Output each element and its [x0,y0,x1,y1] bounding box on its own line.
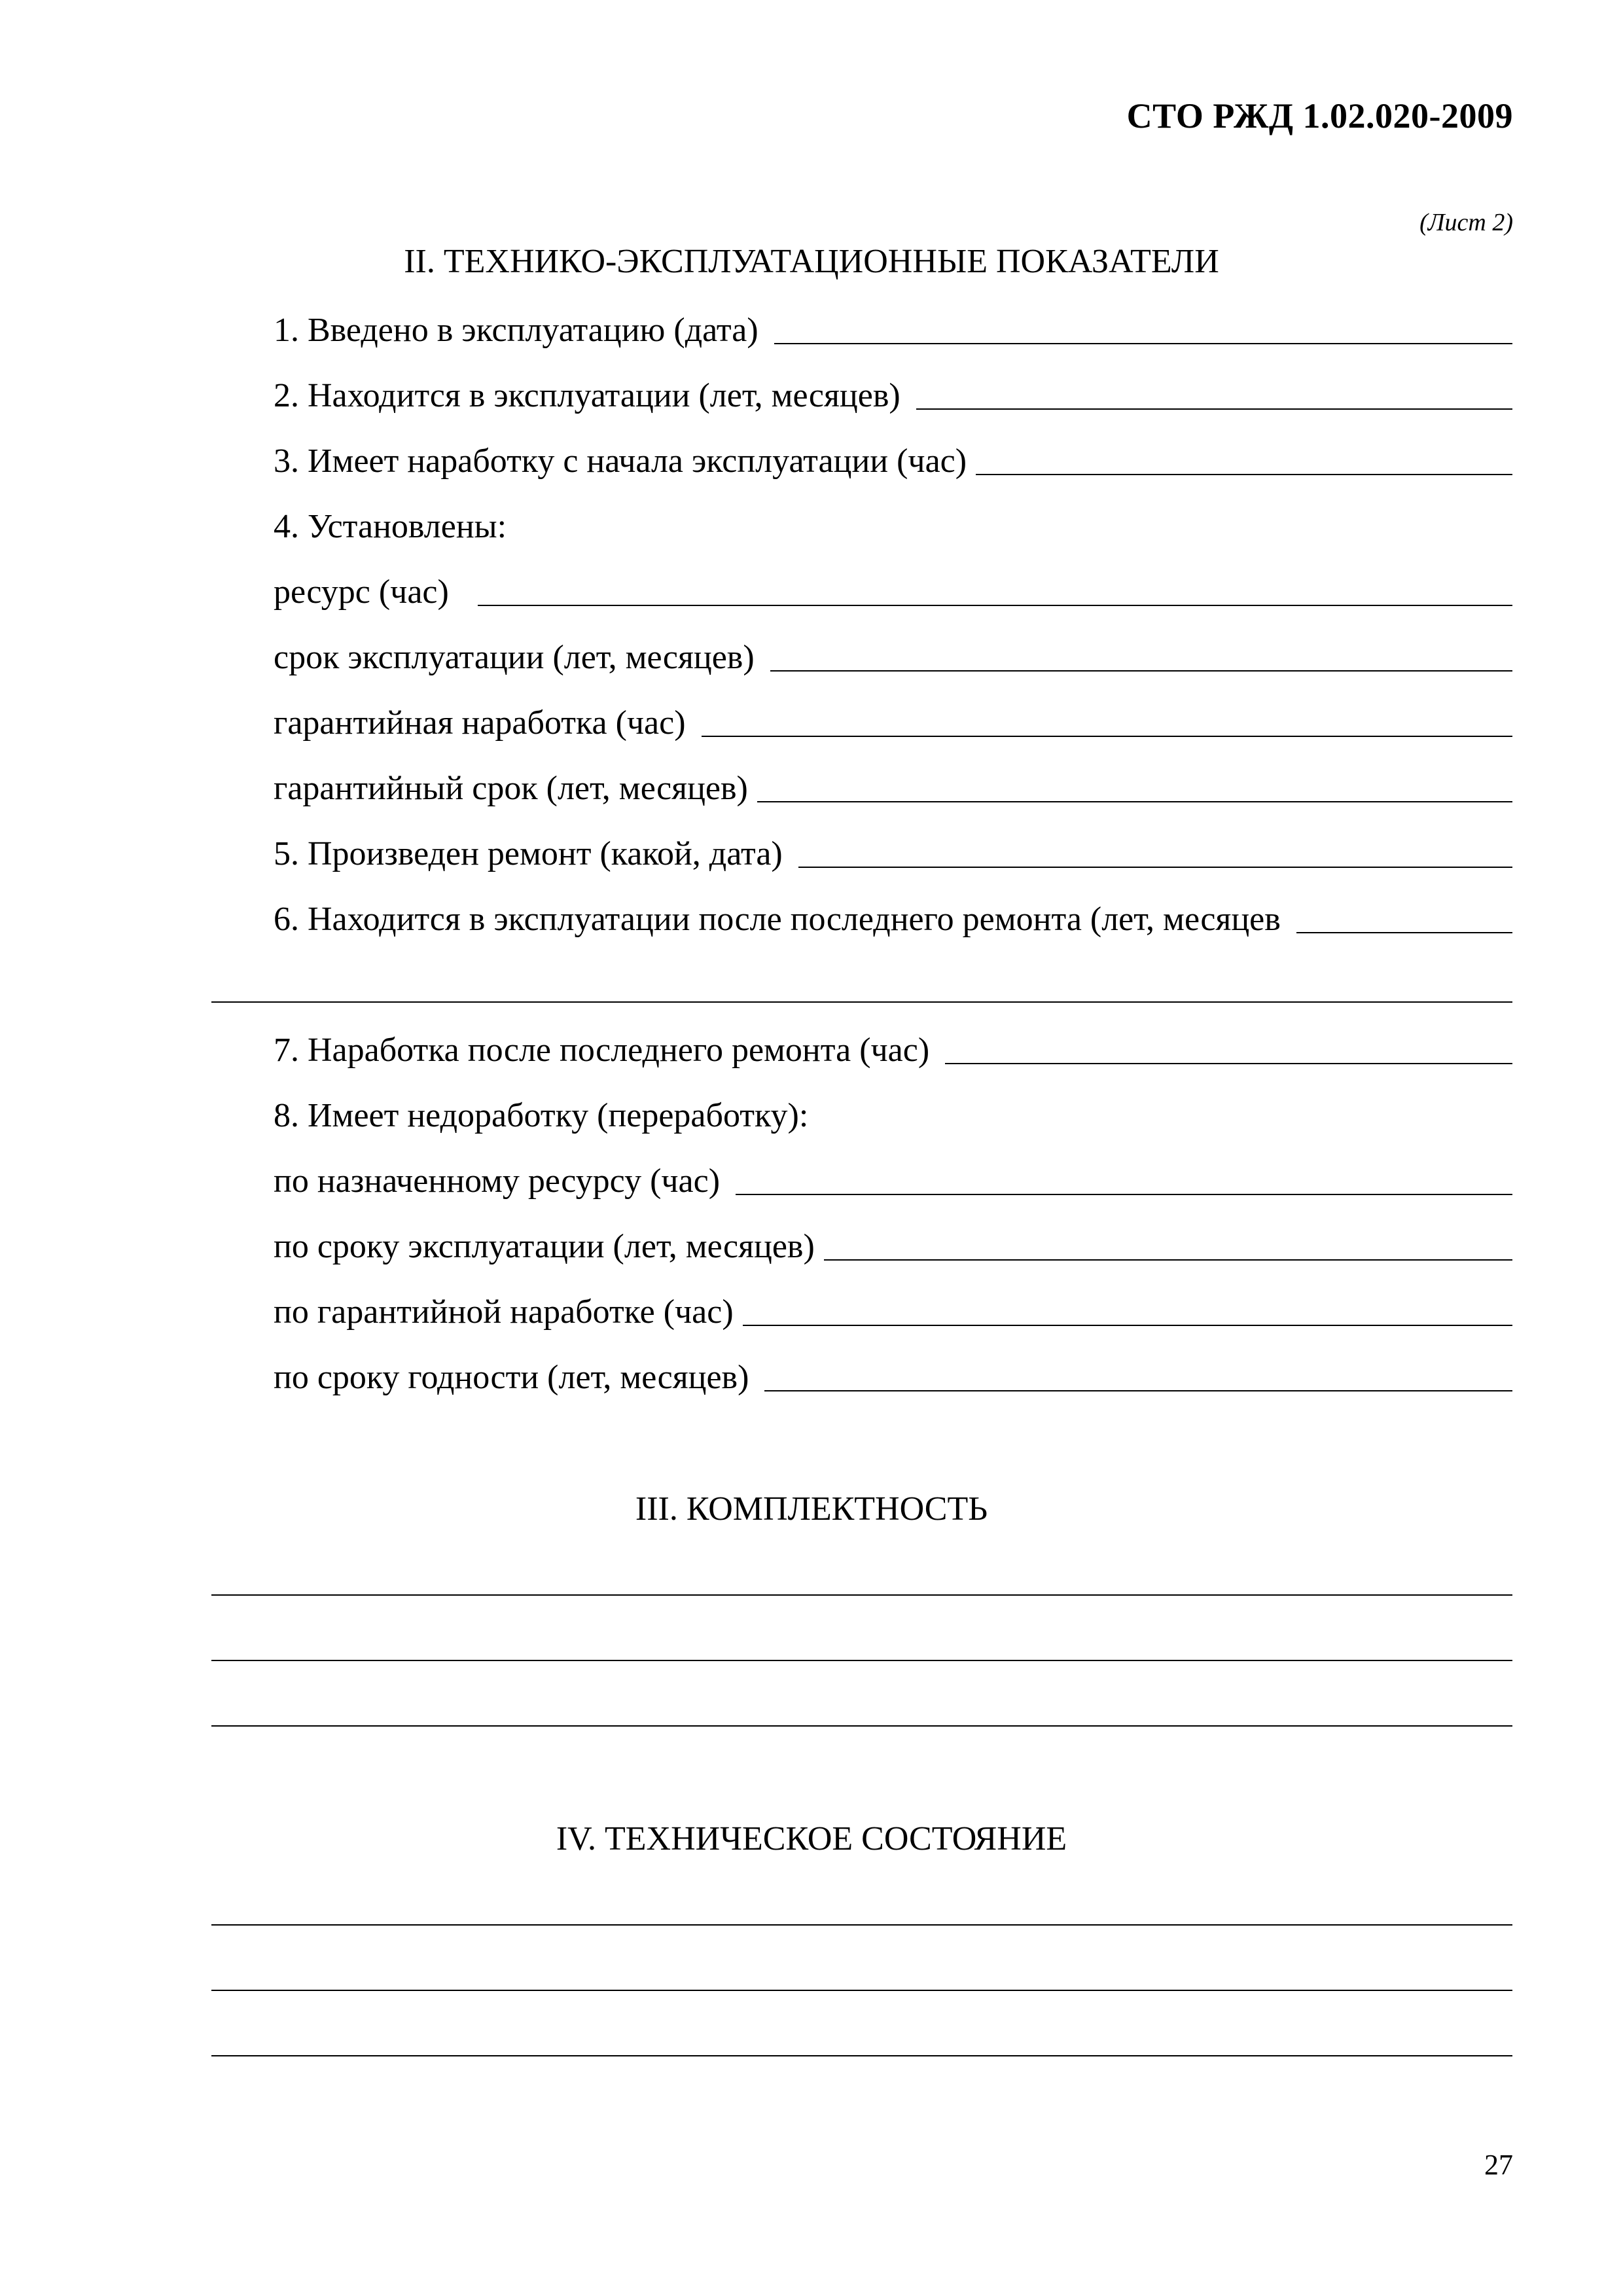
field-warranty-time-label: гарантийная наработка (час) [274,704,686,742]
sheet-label: (Лист 2) [1419,209,1513,236]
field-since-repair [274,897,1512,939]
field-warranty-period [274,766,1512,808]
completeness-line-1[interactable] [211,1594,1512,1596]
field-operating-time-line[interactable] [976,473,1512,475]
technical-state-line-1[interactable] [211,1924,1512,1926]
field-operating-time [274,439,1512,480]
section-3-heading: III. КОМПЛЕКТНОСТЬ [635,1490,988,1528]
field-resource [274,569,1512,611]
field-service-life [274,635,1512,677]
section-4-heading: IV. ТЕХНИЧЕСКОЕ СОСТОЯНИЕ [556,1820,1067,1857]
field-warranty-time-line[interactable] [702,735,1512,737]
field-by-warranty-time-line[interactable] [743,1324,1512,1326]
field-in-service-line[interactable] [916,408,1512,410]
document-code: СТО РЖД 1.02.020-2009 [1126,96,1513,135]
field-by-service-life-label: по сроку эксплуатации (лет, месяцев) [274,1228,815,1265]
field-established-label: 4. Установлены: [274,508,507,545]
technical-state-line-3[interactable] [211,2055,1512,2056]
field-warranty-period-line[interactable] [757,800,1512,802]
field-shortfall [274,1093,1512,1135]
field-operating-time-label: 3. Имеет наработку с начала эксплуатации (час) [274,442,967,480]
field-by-shelf-life-line[interactable] [764,1390,1512,1391]
field-warranty-time [274,700,1512,742]
field-resource-line[interactable] [478,604,1512,606]
field-by-warranty-time [274,1289,1512,1331]
field-warranty-period-label: гарантийный срок (лет, месяцев) [274,770,748,807]
field-by-resource-line[interactable] [736,1193,1512,1195]
section-2-heading: II. ТЕХНИКО-ЭКСПЛУАТАЦИОННЫЕ ПОКАЗАТЕЛИ [404,243,1219,280]
field-repair-label: 5. Произведен ремонт (какой, дата) [274,835,783,872]
field-since-repair-continuation-line[interactable] [211,1001,1512,1003]
field-by-service-life-line[interactable] [824,1259,1512,1261]
field-commissioned [274,308,1512,350]
page-number: 27 [1484,2149,1513,2181]
field-since-repair-line[interactable] [1296,931,1512,933]
field-by-resource [274,1158,1512,1200]
field-commissioned-line[interactable] [774,342,1512,344]
field-by-resource-label: по назначенному ресурсу (час) [274,1162,721,1200]
field-time-after-repair-label: 7. Наработка после последнего ремонта (час) [274,1031,930,1069]
field-by-shelf-life-label: по сроку годности (лет, месяцев) [274,1359,749,1396]
field-by-shelf-life [274,1355,1512,1397]
completeness-line-3[interactable] [211,1725,1512,1727]
completeness-line-2[interactable] [211,1660,1512,1661]
field-established [274,504,1512,546]
field-service-life-label: срок эксплуатации (лет, месяцев) [274,639,755,676]
field-resource-label: ресурс (час) [274,573,449,611]
field-commissioned-label: 1. Введено в эксплуатацию (дата) [274,312,758,349]
field-by-service-life [274,1224,1512,1266]
field-repair-line[interactable] [798,866,1512,868]
field-shortfall-label: 8. Имеет недоработку (переработку): [274,1097,809,1134]
field-by-warranty-time-label: по гарантийной наработке (час) [274,1293,734,1331]
field-time-after-repair [274,1028,1512,1069]
field-repair [274,831,1512,873]
technical-state-line-2[interactable] [211,1990,1512,1991]
field-in-service-label: 2. Находится в эксплуатации (лет, месяцев) [274,377,901,414]
field-time-after-repair-line[interactable] [945,1062,1512,1064]
field-since-repair-label: 6. Находится в эксплуатации после последнего ремонта (лет, месяцев [274,901,1281,938]
field-in-service [274,373,1512,415]
field-service-life-line[interactable] [770,670,1512,672]
